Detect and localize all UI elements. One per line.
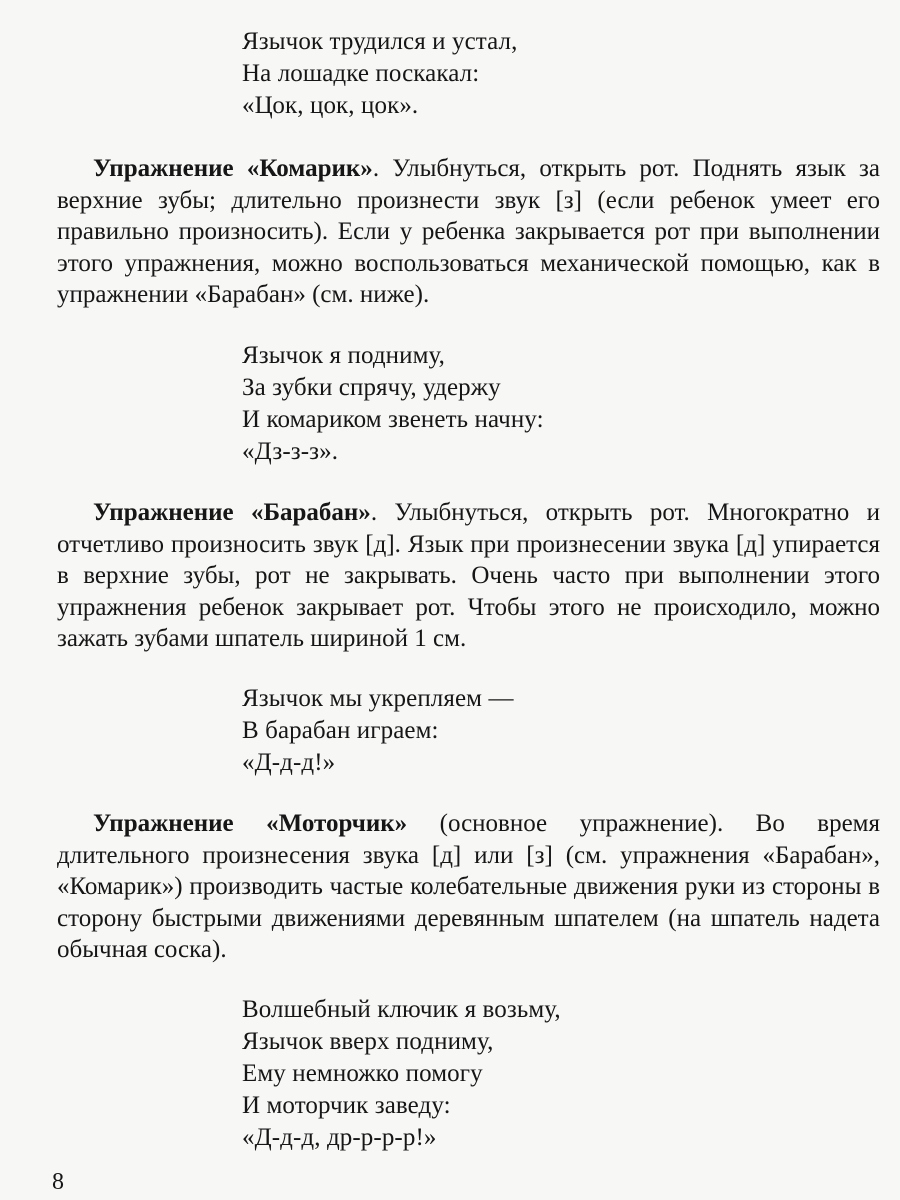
exercise-text: . Улыбнуться, открыть рот. Многократно и отчетливо произносить звук [д]. Язык при произнесении звука [д] упирается в верхние зубы, рот не закрывать. Очень часто при выполнении этого упражнения ребенок закрывает рот. Чтобы этого не происходило, можно зажать зубами шпатель шириной 1 см.	[57, 499, 880, 652]
verse-line: На лошадке поскакал:	[242, 60, 480, 87]
exercise-title: Упражнение «Комарик»	[93, 155, 373, 182]
verse-line: Язычок трудился и устал,	[242, 28, 518, 55]
verse-line: И моторчик заведу:	[242, 1092, 451, 1119]
exercise-title: Упражнение «Моторчик»	[93, 810, 408, 837]
verse-tongue-horse	[242, 26, 517, 122]
page-number: 8	[52, 1169, 64, 1195]
verse-line: Ему немножко помогу	[242, 1060, 483, 1087]
exercise-text: . Улыбнуться, открыть рот. Поднять язык за верхние зубы; длительно произнести звук [з] (если ребенок умеет его правильно произносить). Если у ребенка закрывается рот при выполнении этого упражнения, можно воспользоваться механической помощью, как в упражнении «Барабан» (см. ниже).	[57, 155, 880, 308]
verse-line: Волшебный ключик я возьму,	[242, 996, 561, 1023]
verse-line: За зубки спрячу, удержу	[242, 374, 501, 401]
verse-line: Язычок мы укрепляем —	[242, 685, 514, 712]
verse-baraban	[242, 683, 514, 779]
verse-line: «Д-д-д!»	[242, 749, 336, 776]
verse-line: В барабан играем:	[242, 717, 439, 744]
verse-line: «Д-д-д, др-р-р-р!»	[242, 1124, 437, 1151]
exercise-text: (основное упражнение). Во время длительного произнесения звука [д] или [з] (см. упражнения «Барабан», «Комарик») производить частые колебательные движения руки из стороны в сторону быстрыми движениями деревянным шпателем (на шпатель надета обычная соска).	[57, 810, 881, 963]
verse-motorchik	[242, 994, 561, 1154]
exercise-komarik	[57, 153, 880, 311]
exercise-baraban	[57, 497, 880, 655]
verse-line: Язычок вверх подниму,	[242, 1028, 494, 1055]
verse-line: Язычок я подниму,	[242, 342, 445, 369]
verse-komarik	[242, 340, 544, 468]
verse-line: «Дз-з-з».	[242, 438, 339, 465]
verse-line: И комариком звенеть начну:	[242, 406, 544, 433]
exercise-motorchik	[57, 808, 880, 966]
verse-line: «Цок, цок, цок».	[242, 92, 419, 119]
exercise-title: Упражнение «Барабан»	[93, 499, 371, 526]
